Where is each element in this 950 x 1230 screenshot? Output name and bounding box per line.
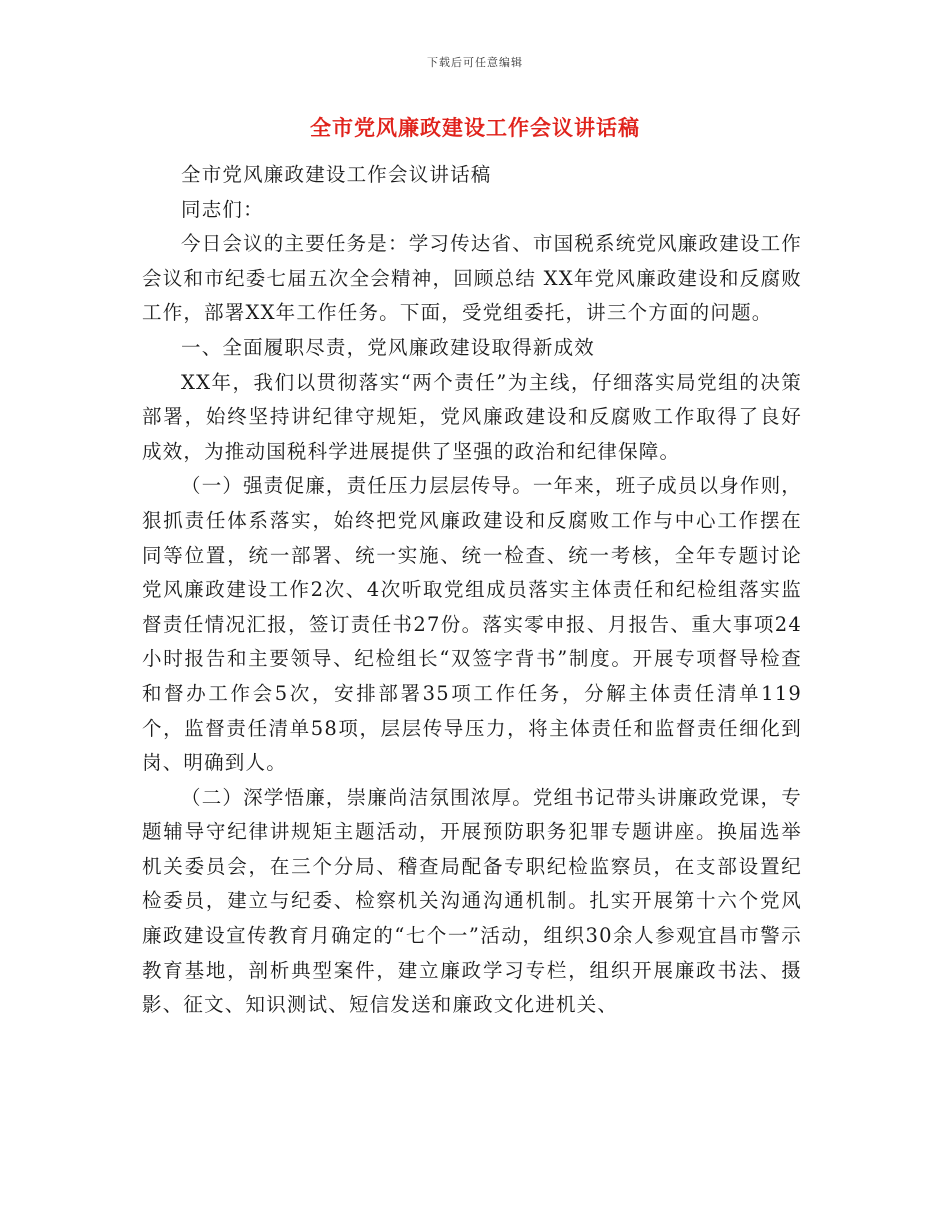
paragraph-item-2: （二）深学悟廉，崇廉尚洁氛围浓厚。党组书记带头讲廉政党课，专题辅导守纪律讲规矩主题活动，开展预防职务犯罪专题讲座。换届选举机关委员会，在三个分局、稽查局配备专职纪检监察员，在支部设置纪检委员，建立与纪委、检察机关沟通沟通机制。扎实开展第十六个党风廉政建设宣传教育月确定的“七个一”活动，组织30余人参观宜昌市警示教育基地，剖析典型案件，建立廉政学习专栏，组织开展廉政书法、摄影、征文、知识测试、短信发送和廉政文化进机关、 xyxy=(142,785,803,1017)
section-heading-1: 一、全面履职尽责，党风廉政建设取得新成效 xyxy=(181,335,596,359)
paragraph-subtitle: 全市党风廉政建设工作会议讲话稿 xyxy=(181,163,492,186)
header-note: 下载后可任意编辑 xyxy=(427,56,523,69)
document-body xyxy=(142,158,802,1023)
paragraph-intro: 今日会议的主要任务是：学习传达省、市国税系统党风廉政建设工作会议和市纪委七届五次全会精神，回顾总结 XX年党风廉政建设和反腐败工作，部署XX年工作任务。下面，受党组委托，讲三个方面的问题。 xyxy=(142,232,803,325)
paragraph-salutation: 同志们： xyxy=(181,197,264,221)
document-title: 全市党风廉政建设工作会议讲话稿 xyxy=(310,115,640,140)
paragraph-item-1: （一）强责促廉，责任压力层层传导。一年来，班子成员以身作则，狠抓责任体系落实，始终把党风廉政建设和反腐败工作与中心工作摆在同等位置，统一部署、统一实施、统一检查、统一考核，全年专题讨论党风廉政建设工作2次、4次听取党组成员落实主体责任和纪检组落实监督责任情况汇报，签订责任书27份。落实零申报、月报告、重大事项24小时报告和主要领导、纪检组长“双签字背书”制度。开展专项督导检查和督办工作会5次，安排部署35项工作任务，分解主体责任清单119个，监督责任清单58项，层层传导压力，将主体责任和监督责任细化到岗、明确到人。 xyxy=(142,474,803,775)
paragraph-summary: XX年，我们以贯彻落实“两个责任”为主线，仔细落实局党组的决策部署，始终坚持讲纪律守规矩，党风廉政建设和反腐败工作取得了良好成效，为推动国税科学进展提供了坚强的政治和纪律保障。 xyxy=(142,370,802,463)
